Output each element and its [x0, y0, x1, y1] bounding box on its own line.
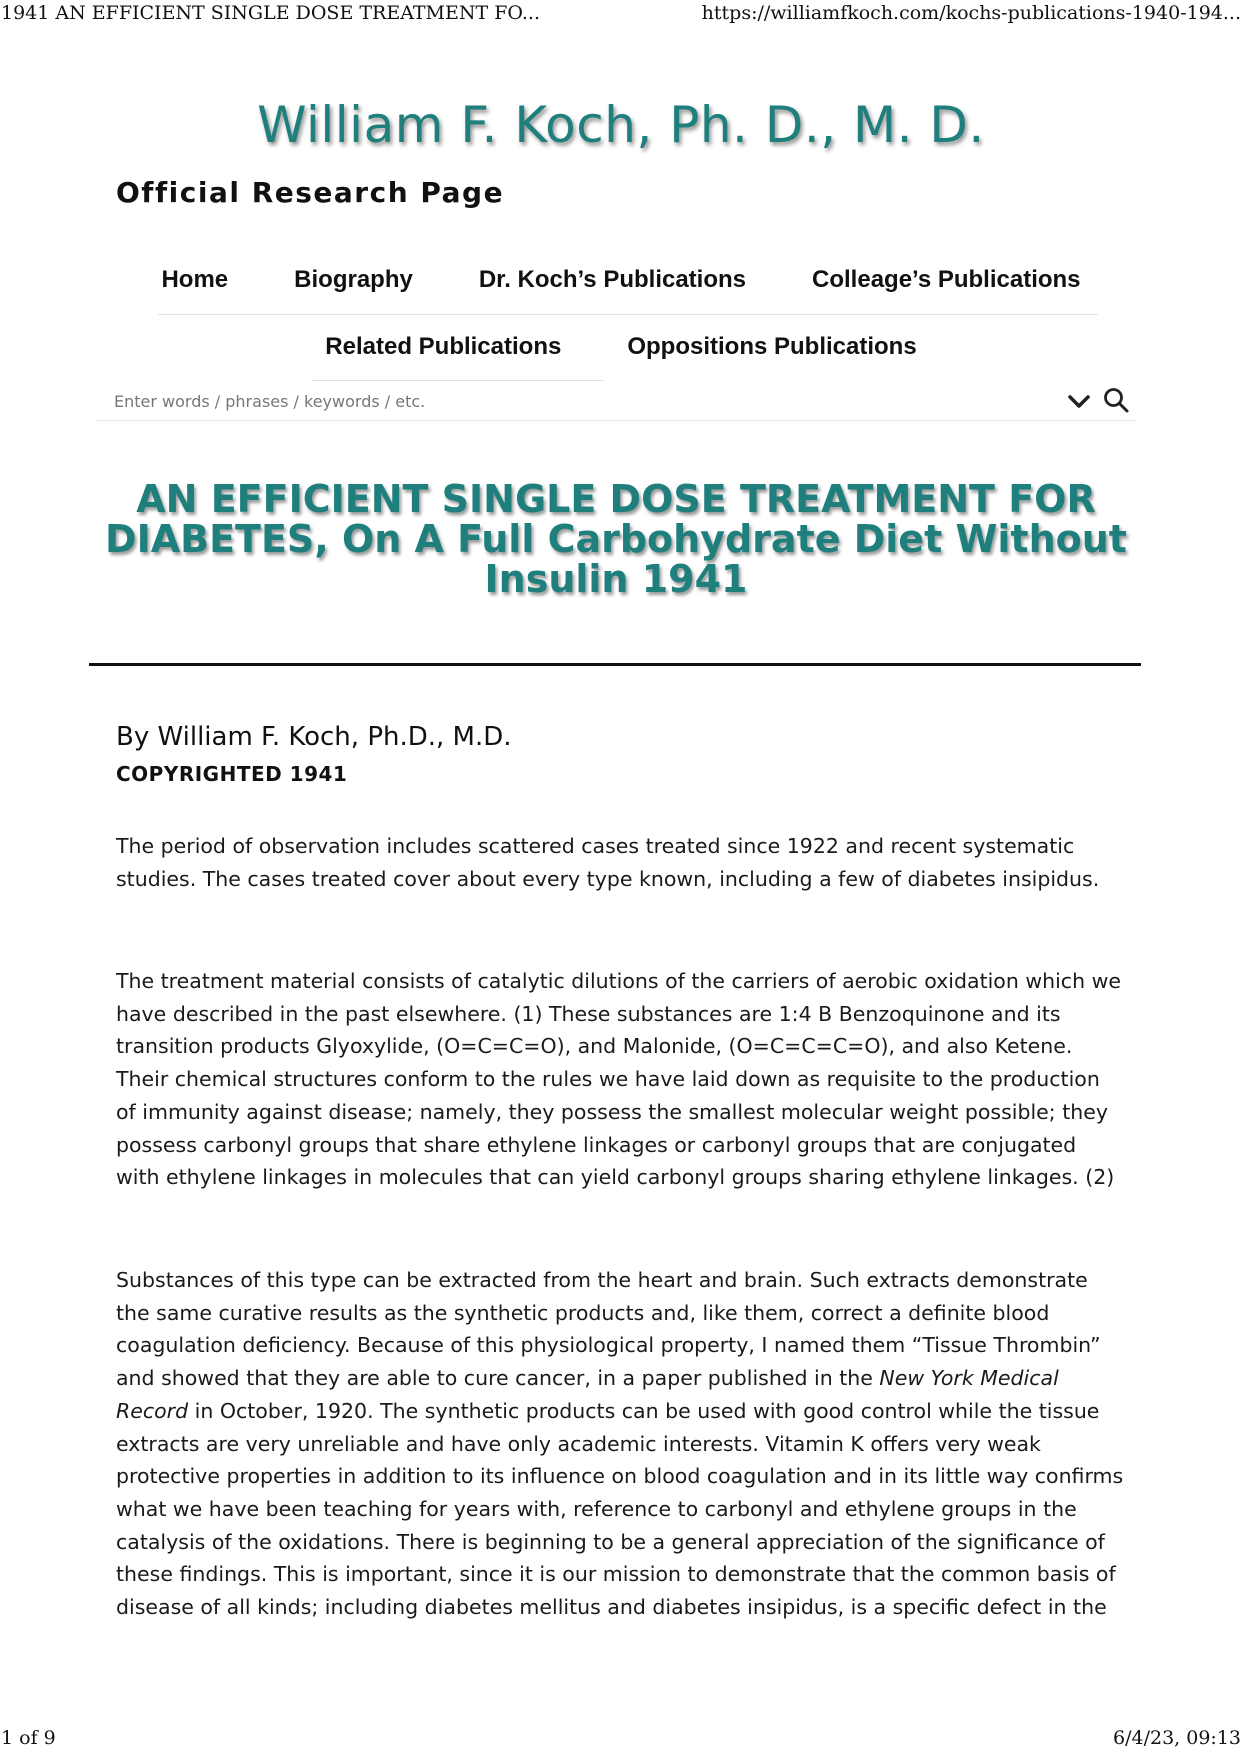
- search-bar: [96, 386, 1136, 421]
- article-copyright: COPYRIGHTED 1941: [116, 762, 348, 786]
- nav-item-biography[interactable]: Biography: [294, 266, 413, 293]
- search-icon[interactable]: [1102, 386, 1130, 414]
- site-title[interactable]: William F. Koch, Ph. D., M. D.: [257, 96, 985, 154]
- paragraph-3-text-start: Substances of this type can be extracted from the heart and brain. Such extracts demonstrate the same curative results as the synthetic products and, like them, correct a definite blood coagulation deficiency. Because of this physiological property, I named them “Tissue Thrombin” and showed that they are able to cure cancer, in a paper published in the: [116, 1268, 1101, 1391]
- print-header-url: https://williamfkoch.com/kochs-publications-1940-194...: [701, 2, 1241, 24]
- article-paragraph-1: The period of observation includes scattered cases treated since 1922 and recent systematic studies. The cases treated cover about every type known, including a few of diabetes insipidus.: [116, 834, 1100, 891]
- title-divider: [89, 663, 1141, 666]
- main-nav-row-1: [0, 266, 1242, 294]
- nav-item-oppositions-publications[interactable]: Oppositions Publications: [627, 333, 917, 360]
- nav-item-home[interactable]: Home: [161, 266, 229, 293]
- print-footer-datetime: 6/4/23, 09:13: [1113, 1727, 1241, 1749]
- article-title: AN EFFICIENT SINGLE DOSE TREATMENT FOR DIABETES, On A Full Carbohydrate Diet Without Insulin 1941: [105, 477, 1127, 601]
- nav-item-related-publications[interactable]: Related Publications: [325, 333, 562, 360]
- journal-name: New York Medical Record: [116, 1366, 1059, 1423]
- nav-item-colleague-publications[interactable]: Colleage’s Publications: [812, 266, 1081, 293]
- print-footer: [0, 1727, 1242, 1753]
- article-byline: By William F. Koch, Ph.D., M.D.: [116, 722, 512, 752]
- chevron-down-icon[interactable]: [1066, 390, 1092, 412]
- site-subtitle: Official Research Page: [116, 176, 505, 209]
- search-input[interactable]: [114, 386, 1014, 416]
- nav-divider: [158, 314, 1098, 315]
- paragraph-3-text-end: in October, 1920. The synthetic products can be used with good control while the tissue extracts are very unreliable and have only academic interests. Vitamin K offers very weak protective properties in addition to its influence on blood coagulation and in its little way confirms what we have been teaching for years with, reference to carbonyl and ethylene groups in the catalysis of the oxidations. There is beginning to be a general appreciation of the significance of these findings. This is important, since it is our mission to demonstrate that the common basis of disease of all kinds; including diabetes mellitus and diabetes insipidus, is a specific defect in the: [116, 1398, 1124, 1620]
- print-footer-page: 1 of 9: [1, 1727, 56, 1749]
- print-header: [0, 2, 1242, 28]
- article-paragraph-2: The treatment material consists of catalytic dilutions of the carriers of aerobic oxidation which we have described in the past elsewhere. (1) These substances are 1:4 B Benzoquinone and its transition products Glyoxylide, (O=C=C=O), and Malonide, (O=C=C=C=O), and also Ketene. Their chemical structures conform to the rules we have laid down as requisite to the production of immunity against disease; namely, they possess the smallest molecular weight possible; they possess carbonyl groups that share ethylene linkages or carbonyl groups that are conjugated with ethylene linkages in molecules that can yield carbonyl groups sharing ethylene linkages. (2): [116, 969, 1121, 1190]
- print-header-title: 1941 AN EFFICIENT SINGLE DOSE TREATMENT FO...: [1, 2, 540, 24]
- article-paragraph-3: [116, 1264, 1126, 1624]
- nav-active-underline: [312, 380, 604, 381]
- main-nav-row-2: [0, 333, 1242, 361]
- nav-item-koch-publications[interactable]: Dr. Koch’s Publications: [478, 266, 747, 293]
